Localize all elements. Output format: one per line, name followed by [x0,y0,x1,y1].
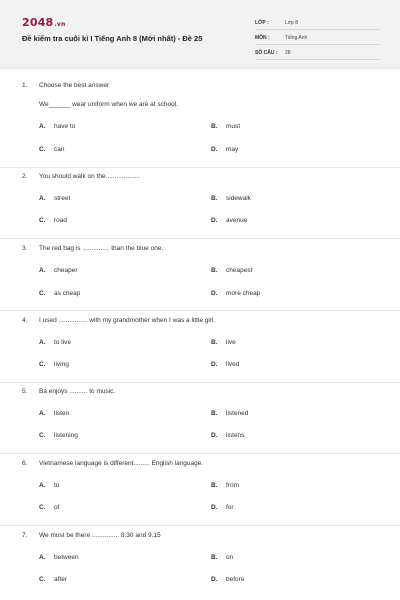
option-text: from [226,482,239,489]
meta-subject-label: MÔN : [255,34,270,41]
option-text: have to [54,123,76,130]
option-text: on [226,554,234,561]
question-number: 1. [22,82,28,89]
answer-option[interactable] [211,432,244,439]
option-text: to [54,482,60,489]
quiz-title: Đề kiểm tra cuối kì I Tiếng Anh 8 (Mới nhất) - Đề 25 [22,34,203,43]
option-letter: C. [39,432,46,439]
meta-count-row [255,46,380,60]
answer-option[interactable] [39,290,80,297]
logo-suffix: .vn [54,21,66,28]
quiz-meta [255,16,380,61]
question-7 [0,525,400,600]
option-text: before [226,576,245,583]
answer-option[interactable] [211,410,248,417]
option-letter: D. [211,504,218,511]
answer-option[interactable] [211,195,251,202]
question-stem: Vietnamese language is different......... English language. [39,460,204,467]
meta-grade-value: Lớp 8 [285,19,299,26]
option-text: avenue [226,217,248,224]
answer-option[interactable] [39,504,59,511]
option-letter: C. [39,504,46,511]
option-text: listen [54,410,70,417]
option-text: cheapest [226,267,253,274]
meta-subject-row [255,31,380,45]
option-letter: B. [211,195,218,202]
option-letter: A. [39,267,46,274]
option-letter: D. [211,217,218,224]
answer-option[interactable] [39,482,59,489]
answer-option[interactable] [211,146,238,153]
answer-option[interactable] [39,146,64,153]
question-6-header [22,460,203,467]
option-text: after [54,576,68,583]
question-number: 3. [22,245,28,252]
option-letter: A. [39,554,46,561]
option-letter: B. [211,482,218,489]
question-6 [0,453,400,526]
option-letter: A. [39,410,46,417]
answer-option[interactable] [39,410,69,417]
question-1 [0,68,400,168]
option-text: sidewalk [226,195,251,202]
question-5-header [22,388,115,395]
option-text: for [226,504,234,511]
question-3-header [22,245,163,252]
option-letter: C. [39,146,46,153]
option-text: can [54,146,65,153]
answer-option[interactable] [39,123,75,130]
option-text: listens [226,432,245,439]
option-letter: B. [211,123,218,130]
option-letter: C. [39,576,46,583]
meta-count-value: 28 [285,49,291,56]
option-letter: A. [39,123,46,130]
question-4-header [22,317,215,324]
question-stem: Ba enjoys .......... to music. [39,388,116,395]
question-2-header [22,173,140,180]
question-number: 6. [22,460,28,467]
answer-option[interactable] [211,504,234,511]
option-letter: A. [39,339,46,346]
option-letter: D. [211,576,218,583]
meta-subject-value: Tiếng Anh [285,34,308,41]
option-text: cheaper [54,267,78,274]
question-instruction: Choose the best answer [39,82,110,89]
option-text: between [54,554,79,561]
question-stem: You should walk on the................... [39,173,140,180]
answer-option[interactable] [211,576,244,583]
question-2 [0,167,400,239]
question-7-header [22,532,161,539]
answer-option[interactable] [39,361,69,368]
option-letter: D. [211,361,218,368]
option-text: must [226,123,241,130]
option-letter: A. [39,195,46,202]
answer-option[interactable] [211,267,252,274]
question-stem: The red bag is ............... than the blue one. [39,245,164,252]
option-letter: A. [39,482,46,489]
option-letter: B. [211,410,218,417]
question-stem: We______ wear uniform when we are at school. [39,101,178,108]
option-letter: B. [211,339,218,346]
option-letter: D. [211,432,218,439]
meta-count-label: SỐ CÂU : [255,49,278,56]
option-text: listening [54,432,78,439]
option-letter: C. [39,217,46,224]
option-letter: C. [39,361,46,368]
answer-option[interactable] [39,195,70,202]
answer-option[interactable] [39,217,67,224]
question-number: 2. [22,173,28,180]
question-number: 4. [22,317,28,324]
option-letter: C. [39,290,46,297]
meta-grade-label: LỚP : [255,19,269,26]
option-text: may [226,146,239,153]
question-1-header [22,82,109,89]
option-letter: B. [211,554,218,561]
quiz-header [0,0,400,69]
option-text: listened [226,410,249,417]
question-stem: We must be there ............... 8.30 and 9.15 [39,532,161,539]
option-text: to live [54,339,71,346]
answer-option[interactable] [39,432,78,439]
answer-option[interactable] [211,339,236,346]
option-text: living [54,361,69,368]
answer-option[interactable] [211,290,260,297]
answer-option[interactable] [39,339,71,346]
answer-option[interactable] [211,554,233,561]
option-text: live [226,339,236,346]
answer-option[interactable] [211,123,240,130]
question-3 [0,238,400,311]
option-letter: D. [211,290,218,297]
option-letter: D. [211,146,218,153]
question-number: 5. [22,388,28,395]
answer-option[interactable] [39,576,67,583]
option-text: road [54,217,68,224]
answer-option[interactable] [39,267,78,274]
option-text: as cheap [54,290,81,297]
option-text: of [54,504,60,511]
logo-text: 2048 [22,16,54,29]
question-stem: I used ................ with my grandmother when I was a little girl. [39,317,216,324]
meta-grade-row [255,16,380,30]
option-letter: B. [211,267,218,274]
option-text: lived [226,361,240,368]
answer-option[interactable] [39,554,79,561]
option-text: more cheap [226,290,261,297]
answer-option[interactable] [211,217,247,224]
answer-option[interactable] [211,361,239,368]
site-logo[interactable] [22,16,65,29]
question-5 [0,382,400,454]
question-number: 7. [22,532,28,539]
option-text: street [54,195,71,202]
question-4 [0,310,400,383]
answer-option[interactable] [211,482,239,489]
